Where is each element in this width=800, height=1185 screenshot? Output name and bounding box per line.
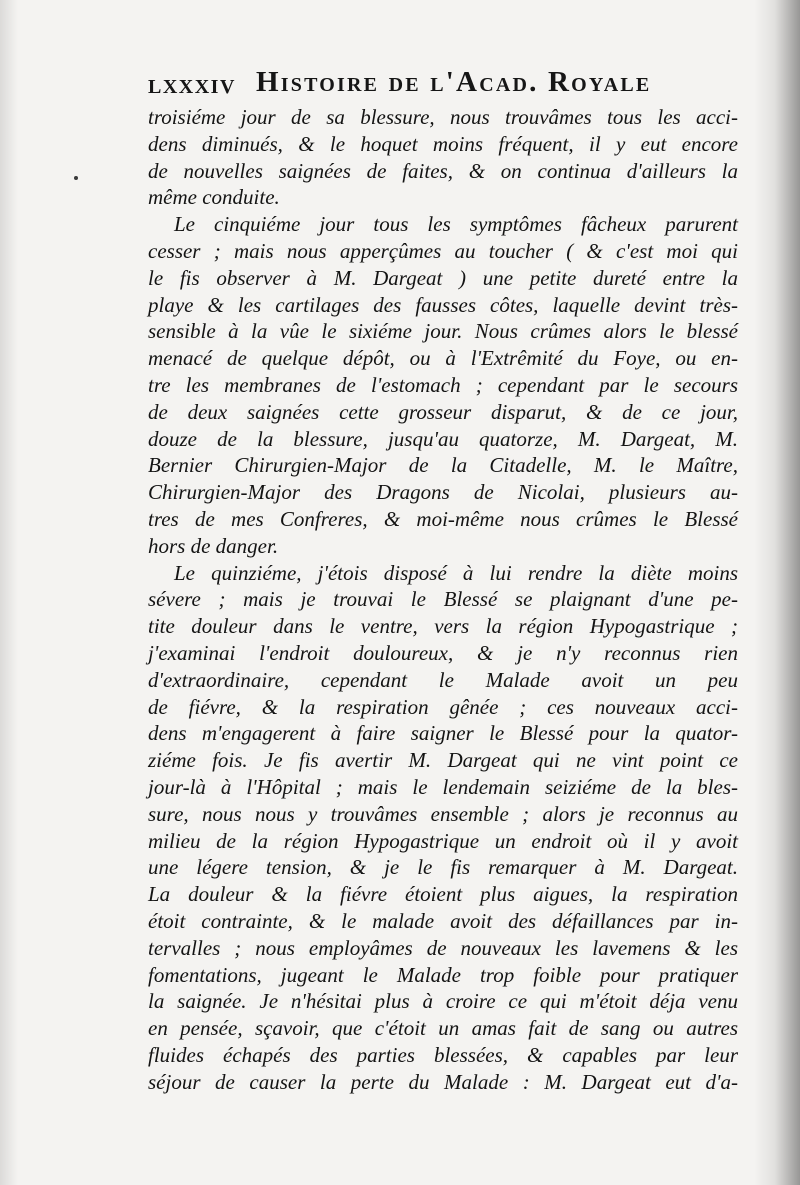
text-line: dens diminués, & le hoquet moins fréquent, il y eut encore — [148, 131, 738, 156]
text-line: menacé de quelque dépôt, ou à l'Extrêmité du Foye, ou en- — [148, 346, 738, 371]
text-line: Bernier Chirurgien-Major de la Citadelle, M. le Maître, — [148, 453, 738, 478]
text-line: ziéme fois. Je fis avertir M. Dargeat qui ne vint point ce — [148, 748, 738, 773]
text-line: une légere tension, & je le fis remarquer à M. Dargeat. — [148, 855, 738, 880]
text-line: milieu de la région Hypogastrique un endroit où il y avoit — [148, 828, 738, 853]
text-line: troisiéme jour de sa blessure, nous trouvâmes tous les acci- — [148, 105, 738, 129]
text-line: étoit contrainte, & le malade avoit des défaillances par in- — [148, 908, 738, 933]
text-line: de deux saignées cette grosseur disparut, & de ce jour, — [148, 399, 738, 424]
text-line: cesser ; mais nous apperçûmes au toucher ( & c'est moi qui — [148, 238, 738, 263]
text-line: en pensée, sçavoir, que c'étoit un amas fait de sang ou autres — [148, 1016, 738, 1041]
text-line: playe & les cartilages des fausses côtes, laquelle devint très- — [148, 292, 738, 317]
paragraph-start-line: Le cinquiéme jour tous les symptômes fâcheux parurent — [174, 212, 738, 237]
text-line: de fiévre, & la respiration gênée ; ces nouveaux acci- — [148, 694, 738, 719]
text-line: d'extraordinaire, cependant le Malade avoit un peu — [148, 667, 738, 692]
text-line: Chirurgien-Major des Dragons de Nicolai, plusieurs au- — [148, 480, 738, 505]
text-line: séjour de causer la perte du Malade : M. Dargeat eut d'a- — [148, 1069, 738, 1094]
text-line: la saignée. Je n'hésitai plus à croire ce qui m'étoit déja venu — [148, 989, 738, 1014]
text-line: tres de mes Confreres, & moi-même nous crûmes le Blessé — [148, 506, 738, 531]
text-line: sure, nous nous y trouvâmes ensemble ; alors je reconnus au — [148, 801, 738, 826]
text-line: de nouvelles saignées de faites, & on continua d'ailleurs la — [148, 158, 738, 183]
paragraph-start-line: Le quinziéme, j'étois disposé à lui rendre la diète moins — [174, 560, 738, 585]
page-header — [148, 64, 730, 100]
text-line: même conduite. — [148, 185, 280, 210]
text-line: tite douleur dans le ventre, vers la région Hypogastrique ; — [148, 614, 738, 639]
text-line: La douleur & la fiévre étoient plus aigues, la respiration — [148, 882, 738, 907]
text-line: j'examinai l'endroit douloureux, & je n'y reconnus rien — [148, 640, 738, 665]
text-line: fomentations, jugeant le Malade trop foible pour pratiquer — [148, 962, 738, 987]
running-title: Histoire de l'Acad. Royale — [256, 66, 652, 98]
text-line: le fis observer à M. Dargeat ) une petite dureté entre la — [148, 265, 738, 290]
text-line: hors de danger. — [148, 533, 279, 558]
text-line: sévere ; mais je trouvai le Blessé se plaignant d'une pe- — [148, 587, 738, 612]
body-text — [148, 104, 738, 1095]
text-line: sensible à la vûe le sixiéme jour. Nous crûmes alors le blessé — [148, 319, 738, 344]
ink-speck — [74, 176, 78, 180]
text-line: fluides échapés des parties blessées, & capables par leur — [148, 1042, 738, 1067]
text-line: douze de la blessure, jusqu'au quatorze, M. Dargeat, M. — [148, 426, 738, 451]
page-number: LXXXIV — [148, 76, 236, 98]
text-line: dens m'engagerent à faire saigner le Blessé pour la quator- — [148, 721, 738, 746]
text-line: tre les membranes de l'estomach ; cependant par le secours — [148, 372, 738, 397]
text-line: tervalles ; nous employâmes de nouveaux les lavemens & les — [148, 935, 738, 960]
text-line: jour-là à l'Hôpital ; mais le lendemain seiziéme de la bles- — [148, 774, 738, 799]
